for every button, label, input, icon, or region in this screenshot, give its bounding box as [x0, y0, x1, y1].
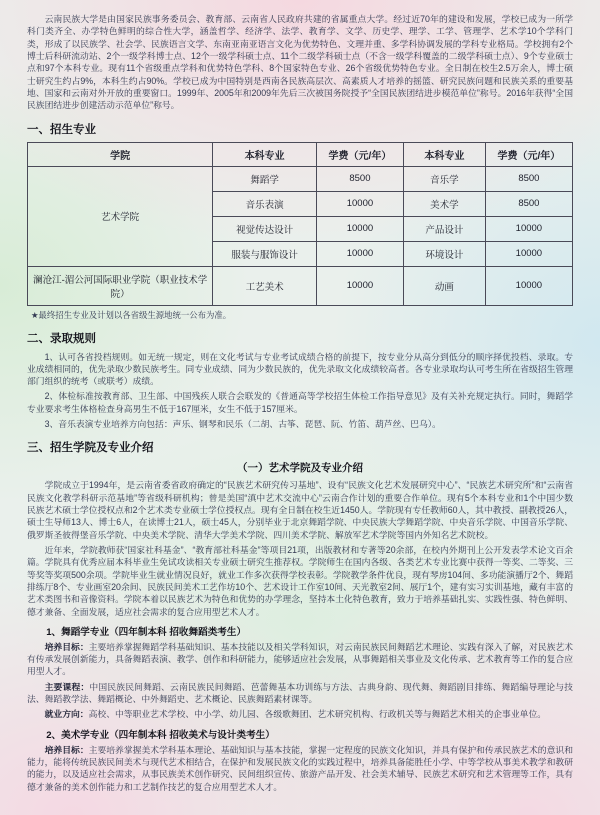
intro-paragraph: 云南民族大学是由国家民族事务委员会、教育部、云南省人民政府共建的省属重点大学。经过近70年的建设和发展，学校已成为一所学科门类齐全、办学特色鲜明的综合性大学，涵盖哲学、经济学、法学、教育学、文学、历史学、理学、工学、管理学、艺术学10个学科门类，形成了以民族学、社会学、民族语言文学、东南亚南亚语言文化为优势特色、文理并重、多学科协调发展的学科专业格局。学校拥有2个博士后科研流动站、2个一级学科博士点、12个一级学科硕士点、11个二级学科硕士点（不含一级学科覆盖的二级学科硕士点）、9个专业硕士点和97个本科专业。现有11个省级重点学科和优势特色学科、8个国家特色专业、26个省级优势特色专业。全日制在校生2.5万余人，博士硕士研究生约占9%，本科生约占90%。学校已成为中国特别是西南各民族高层次、高素质人才培养的摇篮、研究民族问题和民族关系的重要基地、国家和云南对外开放的重要窗口。1999年、2005年和2009年先后三次被国务院授予“全国民族团结进步模范单位”称号。2016年获得“全国民族团结进步创建活动示范单位”称号。	[27, 14, 573, 111]
major-cell: 服装与服饰设计	[213, 241, 317, 266]
major-dance-courses	[27, 681, 573, 706]
col-header-major-1: 本科专业	[213, 142, 317, 166]
major-dance-career	[27, 708, 573, 720]
major-cell: 环境设计	[404, 241, 486, 266]
block-text: 主要培养掌握美术学科基本理论、基础知识与基本技能，掌握一定程度的民族文化知识，并具有保护和传承民族艺术的意识和能力，能将传统民族民间美术与现代艺术相结合，在保护和发展民族文化的实践过程中，培养具备能胜任小学、中等学校从事美术教学和教研的能力，以及适应社会需求，从事民族美术创作研究、民间组织宣传、旅游产品开发、社会美术辅导、民族艺术研究和艺术管理等工作，具有德才兼备的美术创作能力和工艺制作技艺的复合应用型艺术人才。	[27, 744, 573, 792]
tuition-cell: 10000	[485, 241, 572, 266]
block-text: 高校、中等职业艺术学校、中小学、幼儿园、各级歌舞团、艺术研究机构、行政机关等与舞蹈艺术相关的企事业单位。	[88, 709, 547, 720]
major-cell: 动画	[404, 266, 486, 305]
tuition-cell: 8500	[316, 166, 403, 191]
table-header-row	[28, 142, 573, 166]
tuition-cell: 8500	[485, 191, 572, 216]
col-header-major-2: 本科专业	[404, 142, 486, 166]
block-label: 主要课程：	[44, 681, 90, 692]
rule-item-1: 1、认可各省投档规则。如无统一规定，则在文化考试与专业考试成绩合格的前提下，按专业分从高分到低分的顺序择优投档、录取。专业成绩相同的，优先录取少数民族考生。同专业成绩、同为少数民族的，优先录取文化成绩较高者。各专业录取均认可考生所在省级招生管理部门组织的统考（或联考）成绩。	[27, 351, 573, 387]
major-cell: 音乐学	[404, 166, 486, 191]
college-cell: 艺术学院	[28, 166, 213, 266]
tuition-cell: 10000	[316, 241, 403, 266]
major-art-goal	[27, 744, 573, 793]
col-header-tuition-2: 学费（元/年）	[485, 142, 572, 166]
col-header-tuition-1: 学费（元/年）	[316, 142, 403, 166]
tuition-cell: 10000	[485, 216, 572, 241]
major-cell: 视觉传达设计	[213, 216, 317, 241]
rule-item-3: 3、音乐表演专业培养方向包括：声乐、钢琴和民乐（二胡、古筝、琵琶、阮、竹笛、葫芦丝、巴乌）。	[44, 419, 441, 430]
college-intro-paragraph-1: 学院成立于1994年，是云南省委省政府确定的“民族艺术研究传习基地”、设有“民族文化艺术发展研究中心”、“民族艺术研究所”和“云南省民族文化教学科研示范基地”等省级科研机构；曾是美国“滇中艺术交流中心”云南合作计划的重要合作单位。现有5个本科专业和1个中国少数民族艺术硕士学位授权点和2个艺术类专业硕士学位授权点。现有全日制在校生近1450人。学院现有专任教师60人，其中教授、副教授26人，硕士生导师13人、博士6人，在读博士21人，硕士45人，分别毕业于北京舞蹈学院、中央民族大学舞蹈学院、中央音乐学院、中国音乐学院、俄罗斯圣彼得堡音乐学院、中央美术学院、清华大学美术学院、四川美术学院、解放军艺术学院等国内外知名艺术院校。	[27, 480, 573, 540]
major-cell: 音乐表演	[213, 191, 317, 216]
college-cell: 澜沧江-湄公河国际职业学院（职业技术学院）	[28, 266, 213, 305]
block-label: 培养目标：	[44, 744, 89, 755]
tuition-cell: 10000	[316, 266, 403, 305]
tuition-cell: 10000	[316, 216, 403, 241]
rule-item-2: 2、体检标准按教育部、卫生部、中国残疾人联合会联发的《普通高等学校招生体检工作指导意见》及有关补充规定执行。同时，舞蹈学专业要求考生体格检查身高男生不低于167厘米，女生不低于157厘米。	[27, 391, 573, 414]
major-cell: 舞蹈学	[213, 166, 317, 191]
major-art-heading: 2、美术学专业（四年制本科 招收美术与设计类考生）	[46, 729, 275, 741]
tuition-cell: 10000	[485, 266, 572, 305]
art-college-subtitle: （一）艺术学院及专业介绍	[237, 462, 363, 475]
major-cell: 工艺美术	[213, 266, 317, 305]
major-cell: 产品设计	[404, 216, 486, 241]
major-dance-goal	[27, 641, 573, 678]
block-text: 主要培养掌握舞蹈学科基础知识、基本技能以及相关学科知识，对云南民族民间舞蹈艺术理论、实践有深入了解，对民族艺术有传承发展创新能力，具备舞蹈表演、教学、创作和科研能力，能够适应社会发展，从事舞蹈相关事业及文化传承、艺术教育等工作的复合应用型人才。	[27, 641, 573, 677]
section-colleges-title: 三、招生学院及专业介绍	[27, 442, 154, 455]
table-footnote: ★最终招生专业及计划以各省级生源地统一公布为准。	[31, 309, 232, 320]
section-rules-title: 二、录取规则	[27, 332, 96, 345]
col-header-college: 学院	[28, 142, 213, 166]
major-cell: 美术学	[404, 191, 486, 216]
tuition-cell: 10000	[316, 191, 403, 216]
college-intro-paragraph-2: 近年来，学院教师获“国家社科基金”、“教育部社科基金”等项目21项，出版教材和专著等20余部，在校内外期刊上公开发表学术论文百余篇。学院具有优秀应届本科毕业生免试攻读相关专业硕士研究生推荐权。学院师生在国内各级、各类艺术专业比赛中获得一等奖、二等奖、三等奖等奖项500余项。学院毕业生就业情况良好，就业工作多次获得学校表彰。学院教学条件优良，现有琴房104间、多功能演播厅2个、舞蹈排练厅8个、专业画室20余间、民族民间美术工艺作坊10个、艺术设计工作室10间、天光教室2间、展厅1个，建有实习实训基地，藏有丰富的艺术类图书和音像资料。学院本着以民族艺术为特色和优势的办学理念，坚持本土化特色教育，致力于培养基础扎实、实践性强、特色鲜明、德才兼备、全面发展，适应社会需求的复合应用型艺术人才。	[27, 544, 573, 617]
major-dance-heading: 1、舞蹈学专业（四年制本科 招收舞蹈类考生）	[46, 626, 247, 638]
majors-table	[27, 142, 573, 306]
table-row	[28, 166, 573, 191]
tuition-cell: 8500	[485, 166, 572, 191]
document-page	[27, 13, 573, 793]
block-text: 中国民族民间舞蹈、云南民族民间舞蹈、芭蕾舞基本功训练与方法、古典身韵、现代舞、舞蹈剧目排练、舞蹈编导理论与技法、舞蹈教学法、舞蹈概论、中外舞蹈史、艺术概论、民族舞蹈素材课等。	[27, 681, 573, 705]
table-row	[28, 266, 573, 305]
section-majors-title: 一、招生专业	[27, 123, 96, 136]
block-label: 就业方向：	[44, 709, 89, 720]
block-label: 培养目标：	[44, 641, 89, 652]
